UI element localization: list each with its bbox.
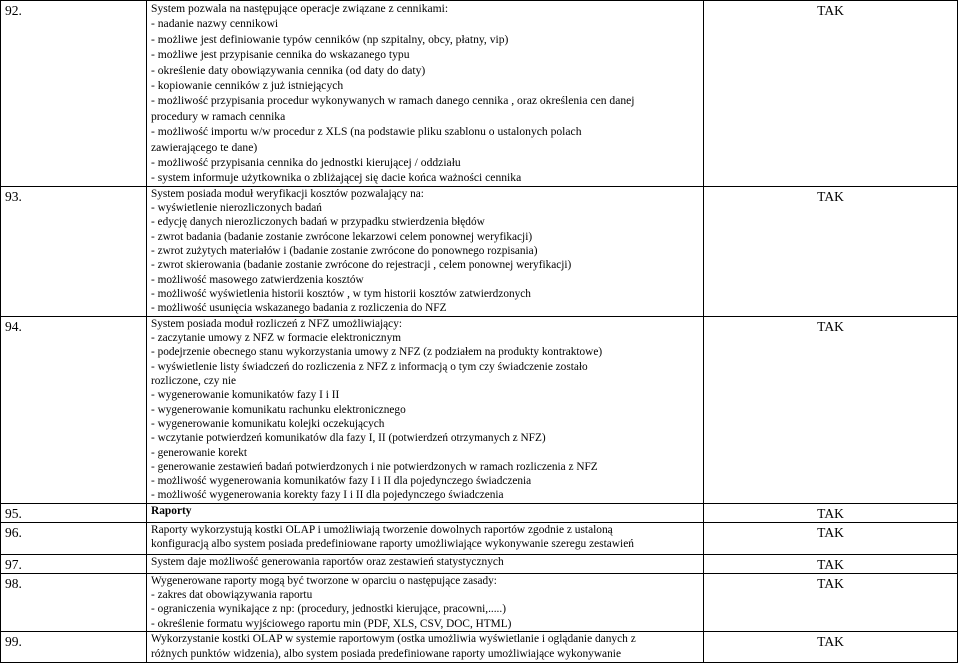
row-description xyxy=(147,186,704,316)
table-row xyxy=(1,503,958,522)
section-heading: Raporty xyxy=(151,504,192,517)
table-row xyxy=(1,554,958,573)
description-line: - wygenerowanie komunikatu rachunku elektronicznego xyxy=(151,403,406,416)
description-line: System posiada moduł rozliczeń z NFZ umożliwiający: xyxy=(151,317,402,330)
description-line: konfiguracją albo system posiada predefiniowane raporty umożliwiające wykonywanie szeregu zestawień xyxy=(151,538,634,551)
description-line: - wyświetlenie nierozliczonych badań xyxy=(151,202,322,215)
row-number: 98. xyxy=(1,573,147,631)
row-description xyxy=(147,503,704,522)
description-line: - kopiowanie cenników z już istniejących xyxy=(151,79,344,93)
description-line: Wygenerowane raporty mogą być tworzone w oparciu o następujące zasady: xyxy=(151,574,497,587)
answer-cell: TAK xyxy=(704,316,958,503)
description-line: - zaczytanie umowy z NFZ w formacie elektronicznym xyxy=(151,332,401,345)
table-row xyxy=(1,631,958,662)
description-line: - zakres dat obowiązywania raportu xyxy=(151,589,313,602)
description-line: - edycję danych nierozliczonych badań w przypadku stwierdzenia błędów xyxy=(151,216,485,229)
description-line: różnych punktów widzenia), albo system posiada predefiniowane raporty umożliwiające wykonywanie xyxy=(151,647,622,660)
table-row xyxy=(1,316,958,503)
row-number: 96. xyxy=(1,522,147,554)
row-number: 97. xyxy=(1,554,147,573)
description-line: Raporty wykorzystują kostki OLAP i umożliwiają tworzenie dowolnych raportów zgodnie z ustaloną xyxy=(151,523,613,536)
row-number: 93. xyxy=(1,186,147,316)
description-line: - możliwość wygenerowania komunikatów fazy I i II dla pojedynczego świadczenia xyxy=(151,475,532,488)
row-description xyxy=(147,554,704,573)
answer-cell: TAK xyxy=(704,631,958,662)
description-line: - wygenerowanie komunikatu kolejki oczekujących xyxy=(151,417,385,430)
description-line: - możliwość masowego zatwierdzenia kosztów xyxy=(151,273,364,286)
description-line: - ograniczenia wynikające z np: (procedury, jednostki kierujące, pracowni,.....) xyxy=(151,603,506,616)
description-line: rozliczone, czy nie xyxy=(151,375,236,388)
row-number: 95. xyxy=(1,503,147,522)
description-line: - nadanie nazwy cennikowi xyxy=(151,17,279,31)
answer-cell: TAK xyxy=(704,554,958,573)
table-row xyxy=(1,573,958,631)
description-line: procedury w ramach cennika xyxy=(151,109,286,123)
description-line: - system informuje użytkownika o zbliżającej się dacie końca ważności cennika xyxy=(151,171,522,185)
description-line: - wczytanie potwierdzeń komunikatów dla fazy I, II (potwierdzeń otrzymanych z NFZ) xyxy=(151,432,546,445)
description-line: - zwrot skierowania (badanie zostanie zwrócone do rejestracji , celem ponownej weryfikacji) xyxy=(151,259,572,272)
description-line: - możliwość wygenerowania korekty fazy I i II dla pojedynczego świadczenia xyxy=(151,489,504,502)
answer-cell: TAK xyxy=(704,186,958,316)
row-description xyxy=(147,316,704,503)
description-line: - możliwość usunięcia wskazanego badania z rozliczenia do NFZ xyxy=(151,302,447,315)
description-line: - wyświetlenie listy świadczeń do rozliczenia z NFZ z informacją o tym czy świadczenie zostało xyxy=(151,360,588,373)
row-number: 99. xyxy=(1,631,147,662)
description-line: - określenie daty obowiązywania cennika (od daty do daty) xyxy=(151,63,426,77)
answer-cell: TAK xyxy=(704,503,958,522)
description-line: - podejrzenie obecnego stanu wykorzystania umowy z NFZ (z podziałem na produkty kontraktowe) xyxy=(151,346,603,359)
description-line: - zwrot zużytych materiałów i (badanie zostanie zwrócone do ponownego rozpisania) xyxy=(151,245,538,258)
row-number: 94. xyxy=(1,316,147,503)
description-line: System daje możliwość generowania raportów oraz zestawień statystycznych xyxy=(151,555,504,568)
description-line: - określenie formatu wyjściowego raportu min (PDF, XLS, CSV, DOC, HTML) xyxy=(151,617,512,630)
table-row xyxy=(1,186,958,316)
row-description xyxy=(147,1,704,187)
description-line: - generowanie zestawień badań potwierdzonych i nie potwierdzonych w ramach rozliczenia z NFZ xyxy=(151,460,598,473)
row-description xyxy=(147,573,704,631)
description-line: System posiada moduł weryfikacji kosztów pozwalający na: xyxy=(151,187,424,200)
description-line: zawierającego te dane) xyxy=(151,140,258,154)
answer-cell: TAK xyxy=(704,1,958,187)
row-number: 92. xyxy=(1,1,147,187)
description-line: - możliwość przypisania cennika do jednostki kierującej / oddziału xyxy=(151,156,461,170)
description-line: - wygenerowanie komunikatów fazy I i II xyxy=(151,389,340,402)
answer-cell: TAK xyxy=(704,573,958,631)
description-line: Wykorzystanie kostki OLAP w systemie raportowym (ostka umożliwia wyświetlanie i oglądanie danych z xyxy=(151,632,636,645)
description-line: - możliwość wyświetlenia historii kosztów , w tym historii kosztów zatwierdzonych xyxy=(151,287,531,300)
description-line: - możliwe jest definiowanie typów cenników (np szpitalny, obcy, płatny, vip) xyxy=(151,32,509,46)
answer-cell: TAK xyxy=(704,522,958,554)
description-line: - możliwe jest przypisanie cennika do wskazanego typu xyxy=(151,48,410,62)
description-line: System pozwala na następujące operacje związane z cennikami: xyxy=(151,2,449,15)
row-description xyxy=(147,522,704,554)
description-line: - możliwość przypisania procedur wykonywanych w ramach danego cennika , oraz określenia cen danej xyxy=(151,94,635,108)
table-row xyxy=(1,1,958,187)
row-description xyxy=(147,631,704,662)
description-line: - możliwość importu w/w procedur z XLS (na podstawie pliku szablonu o ustalonych polach xyxy=(151,125,582,139)
description-line: - zwrot badania (badanie zostanie zwrócone lekarzowi celem ponownej weryfikacji) xyxy=(151,230,533,243)
description-line: - generowanie korekt xyxy=(151,446,247,459)
table-row xyxy=(1,522,958,554)
